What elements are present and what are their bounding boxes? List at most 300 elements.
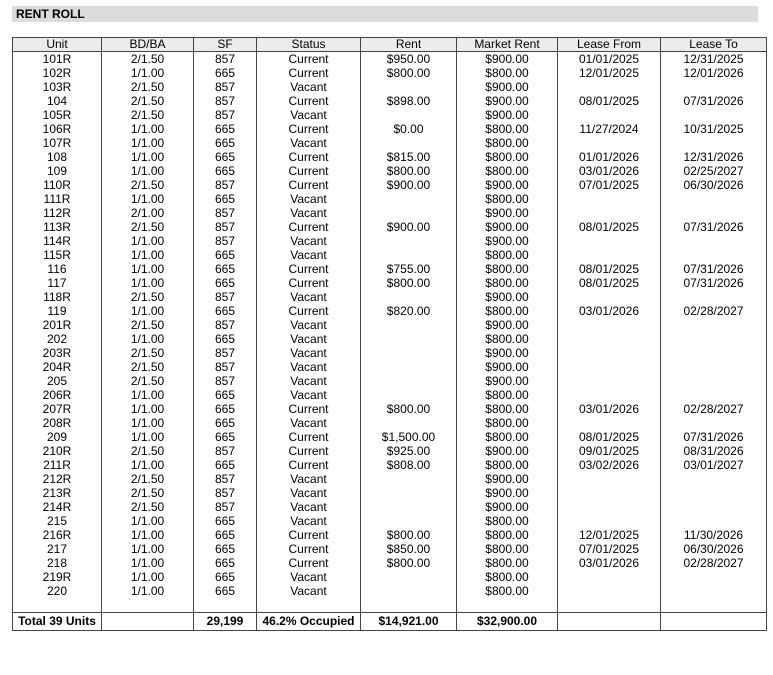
total-empty-cell [661, 613, 767, 631]
lease-from-cell: 08/01/2025 [558, 262, 661, 276]
unit-cell: 214R [13, 500, 102, 514]
status-cell: Current [257, 262, 361, 276]
bd-ba-cell: 1/1.00 [102, 416, 194, 430]
unit-cell: 208R [13, 416, 102, 430]
market-rent-cell: $900.00 [457, 52, 558, 67]
market-rent-cell: $800.00 [457, 528, 558, 542]
bd-ba-cell: 2/1.50 [102, 472, 194, 486]
sf-cell: 857 [194, 444, 257, 458]
lease-from-cell [558, 290, 661, 304]
bd-ba-cell: 1/1.00 [102, 584, 194, 598]
table-row [13, 360, 767, 374]
lease-from-cell [558, 570, 661, 584]
lease-to-cell [661, 136, 767, 150]
lease-from-cell: 03/01/2026 [558, 304, 661, 318]
lease-to-cell [661, 108, 767, 122]
table-row [13, 108, 767, 122]
lease-from-cell [558, 472, 661, 486]
rent-cell: $755.00 [361, 262, 457, 276]
market-rent-cell: $900.00 [457, 108, 558, 122]
unit-cell: 118R [13, 290, 102, 304]
total-units: Total 39 Units [13, 613, 102, 631]
total-market-rent: $32,900.00 [457, 613, 558, 631]
sf-cell: 857 [194, 486, 257, 500]
status-cell: Current [257, 458, 361, 472]
bd-ba-cell: 1/1.00 [102, 430, 194, 444]
empty-cell [13, 598, 102, 613]
bd-ba-cell: 1/1.00 [102, 528, 194, 542]
rent-cell: $815.00 [361, 150, 457, 164]
table-row [13, 150, 767, 164]
table-row [13, 514, 767, 528]
lease-to-cell: 10/31/2025 [661, 122, 767, 136]
status-cell: Current [257, 94, 361, 108]
unit-cell: 101R [13, 52, 102, 67]
sf-cell: 665 [194, 458, 257, 472]
market-rent-cell: $800.00 [457, 304, 558, 318]
totals-row [13, 613, 767, 631]
bd-ba-cell: 1/1.00 [102, 332, 194, 346]
lease-from-cell [558, 80, 661, 94]
column-header-rent: Rent [361, 38, 457, 52]
title-bar [12, 6, 758, 22]
market-rent-cell: $800.00 [457, 332, 558, 346]
column-header-sf: SF [194, 38, 257, 52]
status-cell: Current [257, 52, 361, 67]
market-rent-cell: $900.00 [457, 500, 558, 514]
status-cell: Vacant [257, 332, 361, 346]
bd-ba-cell: 1/1.00 [102, 514, 194, 528]
rent-cell: $820.00 [361, 304, 457, 318]
sf-cell: 857 [194, 360, 257, 374]
table-row [13, 374, 767, 388]
lease-to-cell: 07/31/2026 [661, 262, 767, 276]
sf-cell: 857 [194, 234, 257, 248]
lease-to-cell [661, 318, 767, 332]
market-rent-cell: $800.00 [457, 416, 558, 430]
column-header-status: Status [257, 38, 361, 52]
lease-from-cell: 09/01/2025 [558, 444, 661, 458]
column-header-market-rent: Market Rent [457, 38, 558, 52]
unit-cell: 201R [13, 318, 102, 332]
lease-to-cell [661, 486, 767, 500]
status-cell: Vacant [257, 234, 361, 248]
status-cell: Current [257, 444, 361, 458]
bd-ba-cell: 2/1.50 [102, 178, 194, 192]
market-rent-cell: $800.00 [457, 136, 558, 150]
table-row [13, 234, 767, 248]
bd-ba-cell: 2/1.50 [102, 108, 194, 122]
rent-cell [361, 584, 457, 598]
status-cell: Vacant [257, 486, 361, 500]
bd-ba-cell: 2/1.50 [102, 444, 194, 458]
status-cell: Vacant [257, 80, 361, 94]
lease-to-cell [661, 206, 767, 220]
unit-cell: 109 [13, 164, 102, 178]
rent-cell: $800.00 [361, 276, 457, 290]
lease-from-cell: 12/01/2025 [558, 66, 661, 80]
unit-cell: 210R [13, 444, 102, 458]
sf-cell: 665 [194, 542, 257, 556]
rent-cell: $900.00 [361, 178, 457, 192]
market-rent-cell: $800.00 [457, 276, 558, 290]
market-rent-cell: $900.00 [457, 472, 558, 486]
sf-cell: 857 [194, 290, 257, 304]
lease-to-cell: 02/28/2027 [661, 304, 767, 318]
table-row [13, 164, 767, 178]
status-cell: Current [257, 304, 361, 318]
status-cell: Vacant [257, 108, 361, 122]
rent-cell: $800.00 [361, 164, 457, 178]
lease-from-cell: 08/01/2025 [558, 220, 661, 234]
rent-cell [361, 570, 457, 584]
empty-cell [661, 598, 767, 613]
table-row [13, 122, 767, 136]
rent-cell [361, 206, 457, 220]
status-cell: Vacant [257, 318, 361, 332]
unit-cell: 202 [13, 332, 102, 346]
bd-ba-cell: 2/1.50 [102, 80, 194, 94]
lease-from-cell: 03/02/2026 [558, 458, 661, 472]
market-rent-cell: $900.00 [457, 220, 558, 234]
unit-cell: 106R [13, 122, 102, 136]
rent-cell: $925.00 [361, 444, 457, 458]
total-occupancy: 46.2% Occupied [257, 613, 361, 631]
lease-from-cell: 01/01/2026 [558, 150, 661, 164]
market-rent-cell: $900.00 [457, 318, 558, 332]
lease-to-cell: 07/31/2026 [661, 430, 767, 444]
rent-cell: $800.00 [361, 402, 457, 416]
table-row [13, 206, 767, 220]
rent-cell: $950.00 [361, 52, 457, 67]
lease-to-cell [661, 80, 767, 94]
bd-ba-cell: 1/1.00 [102, 234, 194, 248]
lease-to-cell: 07/31/2026 [661, 220, 767, 234]
rent-cell [361, 472, 457, 486]
lease-from-cell [558, 192, 661, 206]
rent-cell [361, 192, 457, 206]
market-rent-cell: $800.00 [457, 402, 558, 416]
sf-cell: 857 [194, 178, 257, 192]
column-header-lease-from: Lease From [558, 38, 661, 52]
sf-cell: 665 [194, 514, 257, 528]
unit-cell: 111R [13, 192, 102, 206]
sf-cell: 665 [194, 150, 257, 164]
lease-from-cell: 03/01/2026 [558, 402, 661, 416]
rent-cell [361, 234, 457, 248]
table-row [13, 136, 767, 150]
rent-cell [361, 290, 457, 304]
status-cell: Current [257, 542, 361, 556]
lease-from-cell: 03/01/2026 [558, 164, 661, 178]
lease-from-cell [558, 332, 661, 346]
status-cell: Vacant [257, 570, 361, 584]
table-row [13, 416, 767, 430]
bd-ba-cell: 2/1.50 [102, 52, 194, 67]
table-row [13, 528, 767, 542]
rent-cell: $900.00 [361, 220, 457, 234]
unit-cell: 112R [13, 206, 102, 220]
market-rent-cell: $900.00 [457, 444, 558, 458]
empty-cell [457, 598, 558, 613]
sf-cell: 857 [194, 52, 257, 67]
lease-to-cell [661, 346, 767, 360]
rent-cell [361, 360, 457, 374]
empty-cell [558, 598, 661, 613]
table-row [13, 220, 767, 234]
lease-from-cell [558, 318, 661, 332]
unit-cell: 103R [13, 80, 102, 94]
lease-to-cell [661, 500, 767, 514]
lease-from-cell [558, 108, 661, 122]
rent-cell: $800.00 [361, 66, 457, 80]
rent-cell: $850.00 [361, 542, 457, 556]
table-row [13, 458, 767, 472]
market-rent-cell: $800.00 [457, 164, 558, 178]
table-row [13, 444, 767, 458]
sf-cell: 665 [194, 304, 257, 318]
bd-ba-cell: 2/1.50 [102, 360, 194, 374]
sf-cell: 665 [194, 164, 257, 178]
bd-ba-cell: 2/1.00 [102, 206, 194, 220]
status-cell: Vacant [257, 248, 361, 262]
sf-cell: 665 [194, 66, 257, 80]
lease-to-cell [661, 192, 767, 206]
market-rent-cell: $900.00 [457, 80, 558, 94]
lease-to-cell: 12/31/2026 [661, 150, 767, 164]
rent-cell [361, 318, 457, 332]
unit-cell: 217 [13, 542, 102, 556]
status-cell: Vacant [257, 136, 361, 150]
bd-ba-cell: 1/1.00 [102, 192, 194, 206]
unit-cell: 203R [13, 346, 102, 360]
sf-cell: 857 [194, 500, 257, 514]
lease-from-cell [558, 486, 661, 500]
lease-from-cell: 07/01/2025 [558, 178, 661, 192]
lease-to-cell: 07/31/2026 [661, 94, 767, 108]
lease-from-cell [558, 136, 661, 150]
table-row [13, 556, 767, 570]
status-cell: Current [257, 276, 361, 290]
unit-cell: 216R [13, 528, 102, 542]
empty-cell [361, 598, 457, 613]
table-row [13, 276, 767, 290]
status-cell: Vacant [257, 360, 361, 374]
column-header-bd-ba: BD/BA [102, 38, 194, 52]
rent-cell [361, 374, 457, 388]
rent-cell: $808.00 [361, 458, 457, 472]
bd-ba-cell: 1/1.00 [102, 542, 194, 556]
market-rent-cell: $900.00 [457, 290, 558, 304]
bd-ba-cell: 2/1.50 [102, 290, 194, 304]
lease-from-cell [558, 388, 661, 402]
column-header-unit: Unit [13, 38, 102, 52]
sf-cell: 857 [194, 220, 257, 234]
table-row [13, 192, 767, 206]
bd-ba-cell: 2/1.50 [102, 220, 194, 234]
lease-to-cell [661, 248, 767, 262]
rent-cell [361, 416, 457, 430]
sf-cell: 665 [194, 402, 257, 416]
table-row [13, 584, 767, 598]
market-rent-cell: $800.00 [457, 556, 558, 570]
sf-cell: 857 [194, 346, 257, 360]
table-row [13, 542, 767, 556]
sf-cell: 665 [194, 276, 257, 290]
lease-from-cell [558, 584, 661, 598]
table-row [13, 486, 767, 500]
lease-to-cell: 03/01/2027 [661, 458, 767, 472]
sf-cell: 665 [194, 136, 257, 150]
table-row [13, 248, 767, 262]
lease-from-cell [558, 416, 661, 430]
lease-to-cell: 07/31/2026 [661, 276, 767, 290]
rent-cell [361, 346, 457, 360]
status-cell: Current [257, 164, 361, 178]
lease-to-cell [661, 570, 767, 584]
market-rent-cell: $900.00 [457, 206, 558, 220]
lease-to-cell [661, 234, 767, 248]
status-cell: Vacant [257, 584, 361, 598]
lease-from-cell: 08/01/2025 [558, 430, 661, 444]
empty-cell [257, 598, 361, 613]
market-rent-cell: $800.00 [457, 122, 558, 136]
table-row [13, 346, 767, 360]
total-empty-cell [102, 613, 194, 631]
bd-ba-cell: 1/1.00 [102, 164, 194, 178]
bd-ba-cell: 2/1.50 [102, 500, 194, 514]
bd-ba-cell: 2/1.50 [102, 486, 194, 500]
lease-from-cell: 08/01/2025 [558, 276, 661, 290]
lease-to-cell [661, 416, 767, 430]
lease-to-cell: 02/25/2027 [661, 164, 767, 178]
status-cell: Current [257, 66, 361, 80]
lease-to-cell: 12/31/2025 [661, 52, 767, 67]
status-cell: Vacant [257, 374, 361, 388]
spacer-row [13, 598, 767, 613]
bd-ba-cell: 1/1.00 [102, 556, 194, 570]
status-cell: Current [257, 528, 361, 542]
lease-from-cell [558, 346, 661, 360]
bd-ba-cell: 1/1.00 [102, 150, 194, 164]
column-header-lease-to: Lease To [661, 38, 767, 52]
status-cell: Vacant [257, 346, 361, 360]
sf-cell: 665 [194, 570, 257, 584]
status-cell: Current [257, 150, 361, 164]
rent-cell [361, 332, 457, 346]
bd-ba-cell: 1/1.00 [102, 388, 194, 402]
table-row [13, 66, 767, 80]
bd-ba-cell: 2/1.50 [102, 346, 194, 360]
bd-ba-cell: 1/1.00 [102, 570, 194, 584]
total-sf: 29,199 [194, 613, 257, 631]
empty-cell [102, 598, 194, 613]
bd-ba-cell: 2/1.50 [102, 318, 194, 332]
rent-cell: $0.00 [361, 122, 457, 136]
rent-cell [361, 500, 457, 514]
table-header [13, 38, 767, 52]
unit-cell: 117 [13, 276, 102, 290]
status-cell: Current [257, 402, 361, 416]
market-rent-cell: $900.00 [457, 346, 558, 360]
lease-to-cell [661, 584, 767, 598]
unit-cell: 218 [13, 556, 102, 570]
table-body [13, 52, 767, 613]
table-row [13, 52, 767, 67]
lease-from-cell [558, 234, 661, 248]
unit-cell: 213R [13, 486, 102, 500]
market-rent-cell: $900.00 [457, 374, 558, 388]
table-row [13, 262, 767, 276]
lease-from-cell [558, 360, 661, 374]
market-rent-cell: $800.00 [457, 514, 558, 528]
market-rent-cell: $900.00 [457, 178, 558, 192]
unit-cell: 204R [13, 360, 102, 374]
unit-cell: 205 [13, 374, 102, 388]
status-cell: Current [257, 430, 361, 444]
unit-cell: 215 [13, 514, 102, 528]
unit-cell: 107R [13, 136, 102, 150]
unit-cell: 211R [13, 458, 102, 472]
sf-cell: 857 [194, 94, 257, 108]
status-cell: Current [257, 178, 361, 192]
table-row [13, 178, 767, 192]
table-row [13, 402, 767, 416]
lease-to-cell [661, 388, 767, 402]
sf-cell: 665 [194, 192, 257, 206]
lease-to-cell: 08/31/2026 [661, 444, 767, 458]
lease-to-cell: 11/30/2026 [661, 528, 767, 542]
table-row [13, 94, 767, 108]
rent-cell [361, 136, 457, 150]
sf-cell: 665 [194, 388, 257, 402]
unit-cell: 104 [13, 94, 102, 108]
sf-cell: 665 [194, 416, 257, 430]
lease-to-cell [661, 290, 767, 304]
rent-cell [361, 108, 457, 122]
sf-cell: 665 [194, 584, 257, 598]
rent-cell: $800.00 [361, 528, 457, 542]
market-rent-cell: $800.00 [457, 430, 558, 444]
rent-cell: $1,500.00 [361, 430, 457, 444]
table-row [13, 290, 767, 304]
lease-from-cell: 11/27/2024 [558, 122, 661, 136]
unit-cell: 209 [13, 430, 102, 444]
unit-cell: 105R [13, 108, 102, 122]
unit-cell: 206R [13, 388, 102, 402]
sf-cell: 665 [194, 528, 257, 542]
lease-to-cell [661, 374, 767, 388]
lease-to-cell: 06/30/2026 [661, 178, 767, 192]
table-row [13, 472, 767, 486]
status-cell: Vacant [257, 500, 361, 514]
bd-ba-cell: 1/1.00 [102, 458, 194, 472]
unit-cell: 212R [13, 472, 102, 486]
unit-cell: 102R [13, 66, 102, 80]
bd-ba-cell: 2/1.50 [102, 94, 194, 108]
status-cell: Vacant [257, 388, 361, 402]
rent-cell [361, 486, 457, 500]
unit-cell: 219R [13, 570, 102, 584]
status-cell: Vacant [257, 290, 361, 304]
rent-cell [361, 514, 457, 528]
table-row [13, 332, 767, 346]
market-rent-cell: $800.00 [457, 262, 558, 276]
market-rent-cell: $800.00 [457, 570, 558, 584]
lease-from-cell [558, 206, 661, 220]
market-rent-cell: $800.00 [457, 388, 558, 402]
bd-ba-cell: 2/1.50 [102, 374, 194, 388]
